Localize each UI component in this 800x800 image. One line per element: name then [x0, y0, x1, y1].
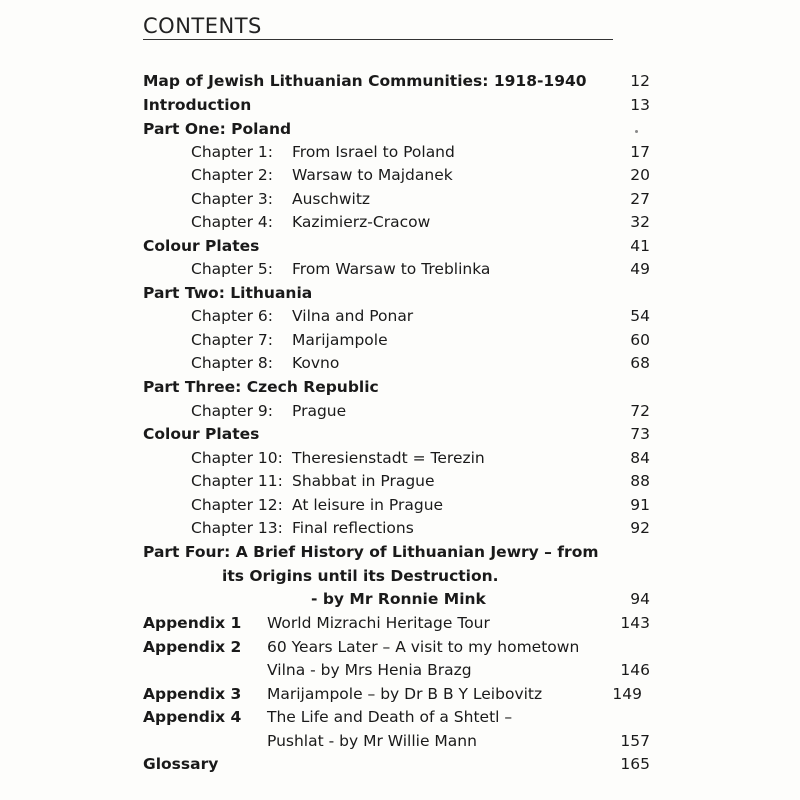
toc-page-number: 20: [630, 166, 650, 184]
chapter-title: Marijampole: [292, 331, 388, 349]
chapter-label: Chapter 6:: [191, 307, 273, 325]
toc-chapter-row: [0, 329, 800, 351]
chapter-label: Chapter 5:: [191, 260, 273, 278]
appendix-title: World Mizrachi Heritage Tour: [267, 614, 490, 632]
chapter-title: Theresienstadt = Terezin: [292, 449, 485, 467]
appendix-title: 60 Years Later – A visit to my hometown: [267, 638, 580, 656]
toc-page-number: 27: [630, 190, 650, 208]
toc-page-number: 60: [630, 331, 650, 349]
chapter-label: Chapter 1:: [191, 143, 273, 161]
toc-chapter-row: [0, 211, 800, 233]
chapter-label: Chapter 11:: [191, 472, 283, 490]
chapter-title: Warsaw to Majdanek: [292, 166, 453, 184]
toc-page-number: 84: [630, 449, 650, 467]
chapter-label: Chapter 8:: [191, 354, 273, 372]
appendix-title-continued: Vilna - by Mrs Henia Brazg: [267, 661, 472, 679]
toc-part-author: - by Mr Ronnie Mink: [311, 590, 486, 608]
appendix-title: The Life and Death of a Shtetl –: [267, 708, 513, 726]
toc-page-number: 49: [630, 260, 650, 278]
toc-entry-title: Colour Plates: [143, 425, 260, 443]
toc-appendix-row: [0, 706, 800, 728]
toc-page-number: 91: [630, 496, 650, 514]
chapter-label: Chapter 12:: [191, 496, 283, 514]
appendix-label: Appendix 2: [143, 638, 242, 656]
chapter-title: From Israel to Poland: [292, 143, 455, 161]
toc-page-number: 149: [612, 685, 642, 703]
toc-chapter-row: [0, 188, 800, 210]
toc-part-heading: Part Four: A Brief History of Lithuanian Jewry – from: [143, 543, 599, 561]
toc-chapter-row: [0, 164, 800, 186]
toc-chapter-row: [0, 447, 800, 469]
toc-chapter-row: [0, 494, 800, 516]
chapter-label: Chapter 2:: [191, 166, 273, 184]
chapter-title: At leisure in Prague: [292, 496, 444, 514]
toc-appendix-row: [0, 612, 800, 634]
toc-page-number: 54: [630, 307, 650, 325]
toc-part-heading: Part Two: Lithuania: [143, 284, 313, 302]
chapter-title: Shabbat in Prague: [292, 472, 435, 490]
chapter-title: Final reflections: [292, 519, 414, 537]
appendix-title: Marijampole – by Dr B B Y Leibovitz: [267, 685, 543, 703]
toc-entry-title: Glossary: [143, 755, 219, 773]
toc-chapter-row: [0, 517, 800, 539]
chapter-label: Chapter 4:: [191, 213, 273, 231]
chapter-title: Prague: [292, 402, 347, 420]
chapter-label: Chapter 13:: [191, 519, 283, 537]
appendix-label: Appendix 3: [143, 685, 242, 703]
toc-page-number: 73: [630, 425, 650, 443]
toc-page-number: 12: [630, 72, 650, 90]
toc-entry-title: Map of Jewish Lithuanian Communities: 1918-1940: [143, 72, 587, 90]
toc-entry-title: Colour Plates: [143, 237, 260, 255]
toc-page-number: 32: [630, 213, 650, 231]
appendix-label: Appendix 1: [143, 614, 242, 632]
toc-page-number: 92: [630, 519, 650, 537]
chapter-label: Chapter 10:: [191, 449, 283, 467]
chapter-label: Chapter 9:: [191, 402, 273, 420]
toc-page-number: 68: [630, 354, 650, 372]
toc-part-subtitle: its Origins until its Destruction.: [222, 567, 499, 585]
chapter-title: From Warsaw to Treblinka: [292, 260, 491, 278]
chapter-title: Auschwitz: [292, 190, 371, 208]
chapter-title: Vilna and Ponar: [292, 307, 414, 325]
chapter-title: Kovno: [292, 354, 340, 372]
toc-chapter-row: [0, 141, 800, 163]
appendix-label: Appendix 4: [143, 708, 242, 726]
toc-page-number: 88: [630, 472, 650, 490]
toc-entry-title: Introduction: [143, 96, 252, 114]
toc-part-heading: Part Three: Czech Republic: [143, 378, 379, 396]
chapter-title: Kazimierz-Cracow: [292, 213, 431, 231]
page-title: CONTENTS: [143, 14, 262, 38]
toc-chapter-row: [0, 305, 800, 327]
toc-chapter-row: [0, 352, 800, 374]
toc-page-number: 72: [630, 402, 650, 420]
toc-page-number: 17: [630, 143, 650, 161]
toc-part-heading: Part One: Poland: [143, 120, 292, 138]
chapter-label: Chapter 3:: [191, 190, 273, 208]
toc-chapter-row: [0, 258, 800, 280]
chapter-label: Chapter 7:: [191, 331, 273, 349]
toc-page-number: 13: [630, 96, 650, 114]
toc-page-number: 146: [620, 661, 650, 679]
toc-appendix-row: [0, 636, 800, 658]
toc-page-number: 165: [620, 755, 650, 773]
toc-page-number: 41: [630, 237, 650, 255]
toc-chapter-row: [0, 470, 800, 492]
toc-chapter-row: [0, 400, 800, 422]
toc-page-number: 94: [630, 590, 650, 608]
toc-appendix-row: [0, 683, 800, 705]
toc-page-number: 157: [620, 732, 650, 750]
toc-page-number: 143: [620, 614, 650, 632]
appendix-title-continued: Pushlat - by Mr Willie Mann: [267, 732, 477, 750]
